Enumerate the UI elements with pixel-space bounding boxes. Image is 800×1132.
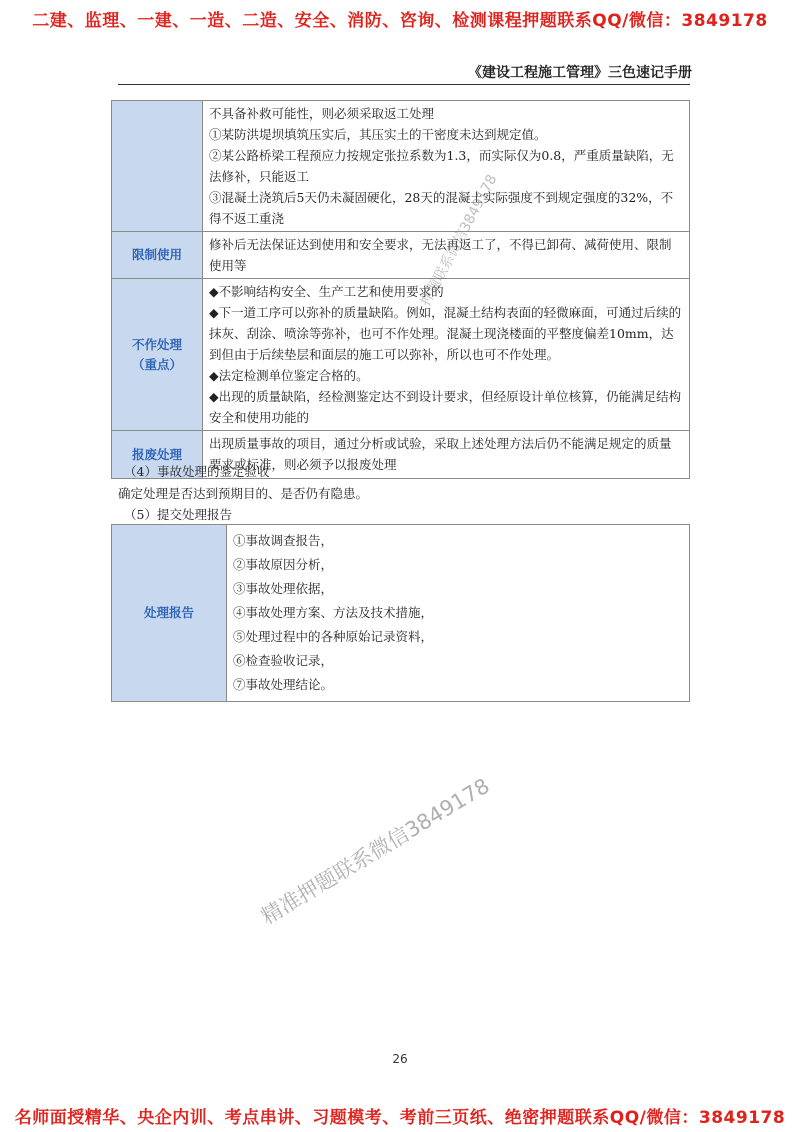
- content-line: 修补后无法保证达到使用和安全要求，无法再返工了，不得已卸荷、减荷使用、限制使用等: [209, 237, 672, 273]
- label-sub: （重点）: [131, 356, 182, 372]
- section-4-text: 确定处理是否达到预期目的、是否仍有隐患。: [118, 486, 369, 501]
- content-line: ◆不影响结构安全、生产工艺和使用要求的: [209, 284, 444, 299]
- table-row: [112, 279, 690, 431]
- report-item: ④事故处理方案、方法及技术措施，: [233, 605, 434, 620]
- content-line: 不具备补救可能性，则必须采取返工处理: [209, 106, 435, 121]
- content-line: ②某公路桥梁工程预应力按规定张拉系数为1.3，而实际仅为0.8，严重质量缺陷，无法修补，只能返工: [209, 148, 674, 184]
- row-label-restricted-use: 限制使用: [112, 232, 203, 279]
- watermark-small: 押题联系微信3849178: [417, 172, 501, 309]
- bottom-promo-banner: 名师面授精华、央企内训、考点串讲、习题模考、考前三页纸、绝密押题联系QQ/微信：3849178: [14, 1108, 786, 1128]
- report-item: ①事故调查报告，: [233, 533, 334, 548]
- treatment-methods-table: [111, 100, 690, 479]
- report-contents-table: [111, 524, 690, 702]
- row-label-empty: [112, 101, 203, 232]
- report-item: ⑤处理过程中的各种原始记录资料，: [233, 629, 434, 644]
- report-item: ⑦事故处理结论。: [233, 677, 334, 692]
- row-content-no-treatment: [203, 279, 690, 431]
- header-divider: [118, 84, 690, 85]
- section-5-heading: （5）提交处理报告: [124, 507, 232, 522]
- content-line: ①某防洪堤坝填筑压实后，其压实土的干密度未达到规定值。: [209, 127, 547, 142]
- watermark-main: 精准押题联系微信3849178: [257, 773, 494, 930]
- table-row: [112, 101, 690, 232]
- report-item: ③事故处理依据，: [233, 581, 334, 596]
- row-content-report: [227, 525, 690, 702]
- content-line: ③混凝土浇筑后5天仍未凝固硬化，28天的混凝土实际强度不到规定强度的32%，不得不返工重浇: [209, 190, 674, 226]
- row-label-report: 处理报告: [112, 525, 227, 702]
- row-content-rework: [203, 101, 690, 232]
- content-line: ◆法定检测单位鉴定合格的。: [209, 368, 369, 383]
- content-line: 出现质量事故的项目，通过分析或试验，采取上述处理方法后仍不能满足规定的质量要求或标准，则必须予以报废处理: [209, 436, 672, 472]
- report-item: ⑥检查验收记录，: [233, 653, 334, 668]
- label-main: 不作处理: [131, 336, 182, 352]
- page-number: 26: [392, 1052, 408, 1066]
- content-line: ◆出现的质量缺陷，经检测鉴定达不到设计要求，但经原设计单位核算，仍能满足结构安全和使用功能的: [209, 389, 682, 425]
- section-4-heading: （4）事故处理的鉴定验收: [124, 464, 270, 479]
- content-line: ◆下一道工序可以弥补的质量缺陷。例如，混凝土结构表面的轻微麻面，可通过后续的抹灰、刮涂、喷涂等弥补，也可不作处理。混凝土现浇楼面的平整度偏差10mm，达到但由于后续垫层和面层的施工可以弥补，所以也可不作处理。: [209, 305, 682, 362]
- top-promo-banner: 二建、监理、一建、一造、二造、安全、消防、咨询、检测课程押题联系QQ/微信：3849178: [32, 11, 768, 31]
- book-title: 《建设工程施工管理》三色速记手册: [468, 65, 692, 81]
- row-label-no-treatment: [112, 279, 203, 431]
- table-row: [112, 525, 690, 702]
- table-row: [112, 232, 690, 279]
- report-item: ②事故原因分析，: [233, 557, 334, 572]
- row-label-scrap: 报废处理: [112, 431, 203, 479]
- row-content-scrap: [203, 431, 690, 479]
